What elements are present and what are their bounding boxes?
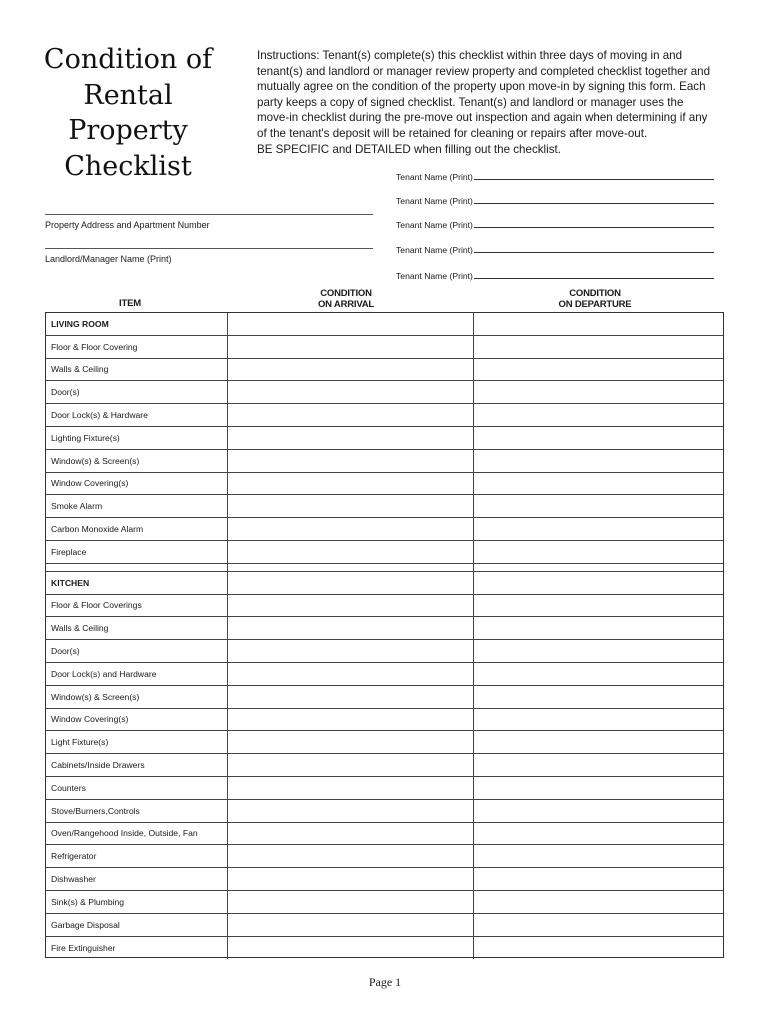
- condition-on-departure-cell: [474, 564, 723, 571]
- column-header-arrival-line: ON ARRIVAL: [317, 298, 375, 310]
- condition-on-departure-cell[interactable]: [474, 731, 723, 753]
- condition-on-arrival-cell[interactable]: [228, 800, 474, 822]
- landlord-name-input-line[interactable]: [45, 248, 373, 249]
- property-address-input-line[interactable]: [45, 214, 373, 215]
- condition-on-departure-cell[interactable]: [474, 336, 723, 358]
- table-row: [46, 800, 723, 823]
- item-label: Light Fixture(s): [46, 731, 228, 753]
- instructions-line: of the tenant's deposit will be retained for cleaning or repairs after move-out.: [257, 126, 648, 140]
- table-row: [46, 686, 723, 709]
- table-row: [46, 709, 723, 732]
- item-label: Sink(s) & Plumbing: [46, 891, 228, 913]
- condition-on-arrival-cell[interactable]: [228, 381, 474, 403]
- item-label: Door Lock(s) & Hardware: [46, 404, 228, 426]
- item-label: Refrigerator: [46, 845, 228, 867]
- condition-on-departure-cell[interactable]: [474, 404, 723, 426]
- condition-on-arrival-cell[interactable]: [228, 427, 474, 449]
- page-number: Page 1: [368, 975, 402, 989]
- condition-on-arrival-cell[interactable]: [228, 595, 474, 617]
- section-title: LIVING ROOM: [46, 313, 228, 335]
- instructions-line: tenant(s) and landlord or manager review property and completed checklist together and: [257, 64, 711, 78]
- tenant-name-label: Tenant Name (Print): [396, 220, 473, 230]
- table-row: [46, 937, 723, 960]
- table-row: [46, 336, 723, 359]
- condition-checklist-table: [45, 312, 724, 958]
- item-label: Fireplace: [46, 541, 228, 563]
- column-header-departure-line: ON DEPARTURE: [558, 298, 632, 310]
- item-label: Door(s): [46, 640, 228, 662]
- condition-on-departure-cell[interactable]: [474, 845, 723, 867]
- item-label: [46, 564, 228, 571]
- condition-on-arrival-cell[interactable]: [228, 754, 474, 776]
- tenant-name-field-5[interactable]: [396, 267, 714, 281]
- condition-on-arrival-cell: [228, 313, 474, 335]
- table-row: [46, 450, 723, 473]
- item-label: Counters: [46, 777, 228, 799]
- form-title-line: Checklist: [64, 150, 192, 182]
- condition-on-departure-cell[interactable]: [474, 640, 723, 662]
- table-row: [46, 495, 723, 518]
- condition-on-departure-cell[interactable]: [474, 381, 723, 403]
- item-label: Door(s): [46, 381, 228, 403]
- table-row: [46, 427, 723, 450]
- table-row: [46, 359, 723, 382]
- condition-on-departure-cell[interactable]: [474, 541, 723, 563]
- column-header-arrival: [296, 289, 396, 310]
- item-label: Garbage Disposal: [46, 914, 228, 936]
- item-label: Smoke Alarm: [46, 495, 228, 517]
- condition-on-arrival-cell[interactable]: [228, 495, 474, 517]
- condition-on-arrival-cell[interactable]: [228, 518, 474, 540]
- condition-on-departure-cell[interactable]: [474, 891, 723, 913]
- condition-on-arrival-cell[interactable]: [228, 450, 474, 472]
- item-label: Door Lock(s) and Hardware: [46, 663, 228, 685]
- section-title: KITCHEN: [46, 572, 228, 594]
- item-label: Cabinets/Inside Drawers: [46, 754, 228, 776]
- tenant-name-input-line[interactable]: [474, 278, 714, 279]
- condition-on-departure-cell[interactable]: [474, 427, 723, 449]
- item-label: Oven/Rangehood Inside, Outside, Fan: [46, 823, 228, 845]
- item-label: Fire Extinguisher: [46, 937, 228, 960]
- condition-on-arrival-cell[interactable]: [228, 914, 474, 936]
- form-title-line: Rental: [83, 79, 173, 111]
- condition-on-departure-cell[interactable]: [474, 518, 723, 540]
- form-title-line: Condition of: [43, 44, 213, 75]
- instructions-line: Instructions: Tenant(s) complete(s) this checklist within three days of moving in and: [257, 49, 683, 62]
- condition-on-departure-cell[interactable]: [474, 359, 723, 381]
- table-row: [46, 518, 723, 541]
- table-row: [46, 731, 723, 754]
- condition-on-departure-cell[interactable]: [474, 686, 723, 708]
- condition-on-departure-cell[interactable]: [474, 937, 723, 960]
- table-row: [46, 914, 723, 937]
- tenant-name-label: Tenant Name (Print): [396, 271, 473, 281]
- section-header-row: [46, 572, 723, 595]
- condition-on-departure-cell[interactable]: [474, 868, 723, 890]
- table-row: [46, 845, 723, 868]
- instructions-line: mutually agree on the condition of the property upon move-in by signing this form. Each: [257, 80, 706, 94]
- condition-on-arrival-cell[interactable]: [228, 937, 474, 960]
- tenant-name-label: Tenant Name (Print): [396, 196, 473, 206]
- table-row: [46, 891, 723, 914]
- column-header-item-label: ITEM: [119, 298, 141, 309]
- tenant-name-input-line[interactable]: [474, 179, 714, 180]
- table-row: [46, 541, 723, 564]
- condition-on-arrival-cell[interactable]: [228, 823, 474, 845]
- instructions-line: move-in checklist during the pre-move out inspection and again when determining if any: [257, 111, 708, 125]
- table-row: [46, 777, 723, 800]
- condition-on-arrival-cell[interactable]: [228, 404, 474, 426]
- spacer-row: [46, 564, 723, 572]
- tenant-name-field-3[interactable]: [396, 216, 714, 230]
- condition-on-departure-cell[interactable]: [474, 777, 723, 799]
- condition-on-arrival-cell[interactable]: [228, 845, 474, 867]
- instructions-block: [257, 48, 727, 157]
- column-header-item: [100, 299, 160, 310]
- table-row: [46, 823, 723, 846]
- table-row: [46, 754, 723, 777]
- condition-on-departure-cell[interactable]: [474, 495, 723, 517]
- tenant-name-label: Tenant Name (Print): [396, 172, 473, 182]
- table-row: [46, 640, 723, 663]
- section-header-row: [46, 313, 723, 336]
- item-label: Floor & Floor Covering: [46, 336, 228, 358]
- condition-on-departure-cell[interactable]: [474, 823, 723, 845]
- condition-on-departure-cell[interactable]: [474, 663, 723, 685]
- form-title: [28, 42, 228, 184]
- condition-on-arrival-cell: [228, 564, 474, 571]
- form-title-line: Property: [68, 115, 188, 146]
- instructions-line: BE SPECIFIC and DETAILED when filling out the checklist.: [257, 142, 561, 156]
- condition-on-departure-cell: [474, 572, 723, 594]
- item-label: Lighting Fixture(s): [46, 427, 228, 449]
- property-address-label: Property Address and Apartment Number: [45, 220, 210, 230]
- condition-on-departure-cell: [474, 313, 723, 335]
- item-label: Floor & Floor Coverings: [46, 595, 228, 617]
- tenant-name-field-1[interactable]: [396, 168, 714, 182]
- condition-on-arrival-cell[interactable]: [228, 617, 474, 639]
- table-row: [46, 595, 723, 618]
- tenant-name-input-line[interactable]: [474, 227, 714, 228]
- tenant-name-input-line[interactable]: [474, 252, 714, 253]
- item-label: Walls & Ceiling: [46, 617, 228, 639]
- condition-on-departure-cell[interactable]: [474, 914, 723, 936]
- item-label: Stove/Burners,Controls: [46, 800, 228, 822]
- condition-on-departure-cell[interactable]: [474, 800, 723, 822]
- condition-on-departure-cell[interactable]: [474, 754, 723, 776]
- condition-on-arrival-cell[interactable]: [228, 473, 474, 495]
- table-row: [46, 663, 723, 686]
- item-label: Window Covering(s): [46, 709, 228, 731]
- item-label: Window Covering(s): [46, 473, 228, 495]
- item-label: Walls & Ceiling: [46, 359, 228, 381]
- condition-on-arrival-cell[interactable]: [228, 777, 474, 799]
- table-row: [46, 617, 723, 640]
- table-row: [46, 404, 723, 427]
- condition-on-departure-cell[interactable]: [474, 709, 723, 731]
- condition-on-arrival-cell[interactable]: [228, 359, 474, 381]
- table-row: [46, 868, 723, 891]
- tenant-name-field-2[interactable]: [396, 192, 714, 206]
- condition-on-arrival-cell[interactable]: [228, 663, 474, 685]
- table-row: [46, 381, 723, 404]
- tenant-name-field-4[interactable]: [396, 241, 714, 255]
- item-label: Window(s) & Screen(s): [46, 686, 228, 708]
- condition-on-arrival-cell[interactable]: [228, 709, 474, 731]
- condition-on-arrival-cell[interactable]: [228, 541, 474, 563]
- condition-on-arrival-cell[interactable]: [228, 686, 474, 708]
- column-header-departure: [545, 289, 645, 310]
- tenant-name-input-line[interactable]: [474, 203, 714, 204]
- table-row: [46, 473, 723, 496]
- condition-on-departure-cell[interactable]: [474, 617, 723, 639]
- condition-on-arrival-cell[interactable]: [228, 640, 474, 662]
- instructions-line: party keeps a copy of signed checklist. Tenant(s) and landlord or manager uses the: [257, 95, 684, 109]
- condition-on-arrival-cell[interactable]: [228, 336, 474, 358]
- item-label: Window(s) & Screen(s): [46, 450, 228, 472]
- condition-on-arrival-cell[interactable]: [228, 868, 474, 890]
- item-label: Carbon Monoxide Alarm: [46, 518, 228, 540]
- condition-on-departure-cell[interactable]: [474, 473, 723, 495]
- condition-on-departure-cell[interactable]: [474, 450, 723, 472]
- column-header-arrival-line: CONDITION: [320, 288, 372, 299]
- item-label: Dishwasher: [46, 868, 228, 890]
- condition-on-arrival-cell[interactable]: [228, 731, 474, 753]
- column-header-departure-line: CONDITION: [569, 288, 621, 299]
- tenant-name-label: Tenant Name (Print): [396, 245, 473, 255]
- condition-on-arrival-cell[interactable]: [228, 891, 474, 913]
- condition-on-departure-cell[interactable]: [474, 595, 723, 617]
- condition-on-arrival-cell: [228, 572, 474, 594]
- landlord-name-label: Landlord/Manager Name (Print): [45, 254, 172, 264]
